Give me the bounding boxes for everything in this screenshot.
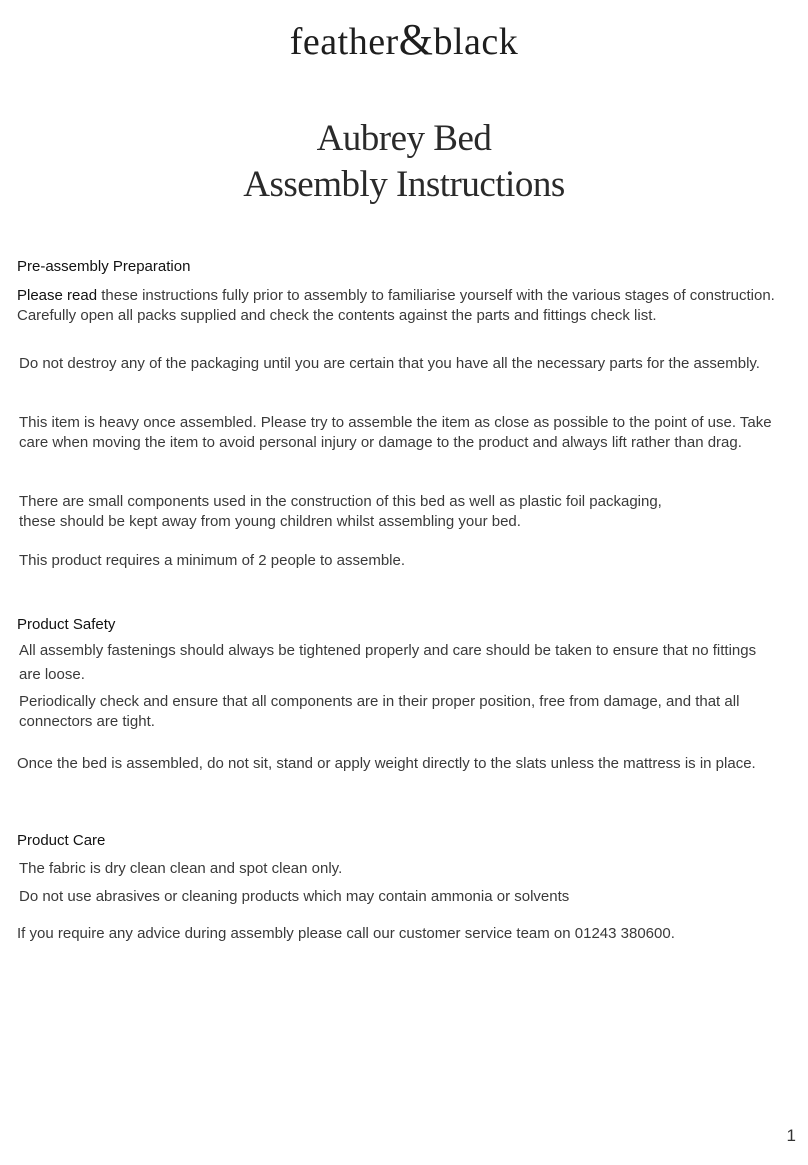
- please-read-lead: Please read: [17, 287, 98, 304]
- preassembly-paragraph-4-line-1: There are small components used in the construction of this bed as well as plastic foil packaging,: [19, 493, 662, 510]
- safety-heading: Product Safety: [17, 616, 116, 633]
- document-title: [0, 116, 808, 208]
- preassembly-heading: Pre-assembly Preparation: [17, 258, 191, 275]
- safety-paragraph-3: Once the bed is assembled, do not sit, stand or apply weight directly to the slats unless the mattress is in place.: [17, 755, 756, 772]
- preassembly-paragraph-5: This product requires a minimum of 2 people to assemble.: [19, 552, 406, 569]
- preassembly-paragraph-1-rest: these instructions fully prior to assembly to familiarise yourself with the various stages of construction. Carefully open all packs supplied and check the contents against the parts and fittings check list.: [17, 287, 775, 324]
- safety-paragraph-2: Periodically check and ensure that all components are in their proper position, free from damage, and that all connectors are tight.: [19, 693, 740, 730]
- title-line-1: Aubrey Bed: [316, 118, 492, 159]
- preassembly-paragraph-3: This item is heavy once assembled. Please try to assemble the item as close as possible to the point of use. Take care when moving the item to avoid personal injury or damage to the product and always lift rather than drag.: [19, 414, 772, 451]
- care-paragraph-2: Do not use abrasives or cleaning products which may contain ammonia or solvents: [19, 888, 570, 905]
- logo-text-feather: feather: [289, 21, 399, 63]
- logo-text-black: black: [433, 21, 519, 63]
- customer-service-contact: If you require any advice during assembly please call our customer service team on 01243 380600.: [17, 925, 675, 942]
- safety-paragraph-1: All assembly fastenings should always be tightened properly and care should be taken to ensure that no fittings are loose.: [19, 642, 757, 683]
- title-line-2: Assembly Instructions: [243, 164, 565, 205]
- care-heading: Product Care: [17, 832, 106, 849]
- preassembly-paragraph-4-line-2: these should be kept away from young children whilst assembling your bed.: [19, 513, 521, 530]
- preassembly-paragraph-4: [19, 492, 789, 532]
- page-number: 1: [786, 1126, 796, 1145]
- preassembly-paragraph-2: Do not destroy any of the packaging until you are certain that you have all the necessary parts for the assembly.: [19, 355, 760, 372]
- care-paragraph-1: The fabric is dry clean clean and spot clean only.: [19, 860, 343, 877]
- preassembly-paragraph-1: [17, 286, 787, 326]
- logo-ampersand: &: [398, 15, 434, 64]
- brand-logo: [0, 14, 808, 65]
